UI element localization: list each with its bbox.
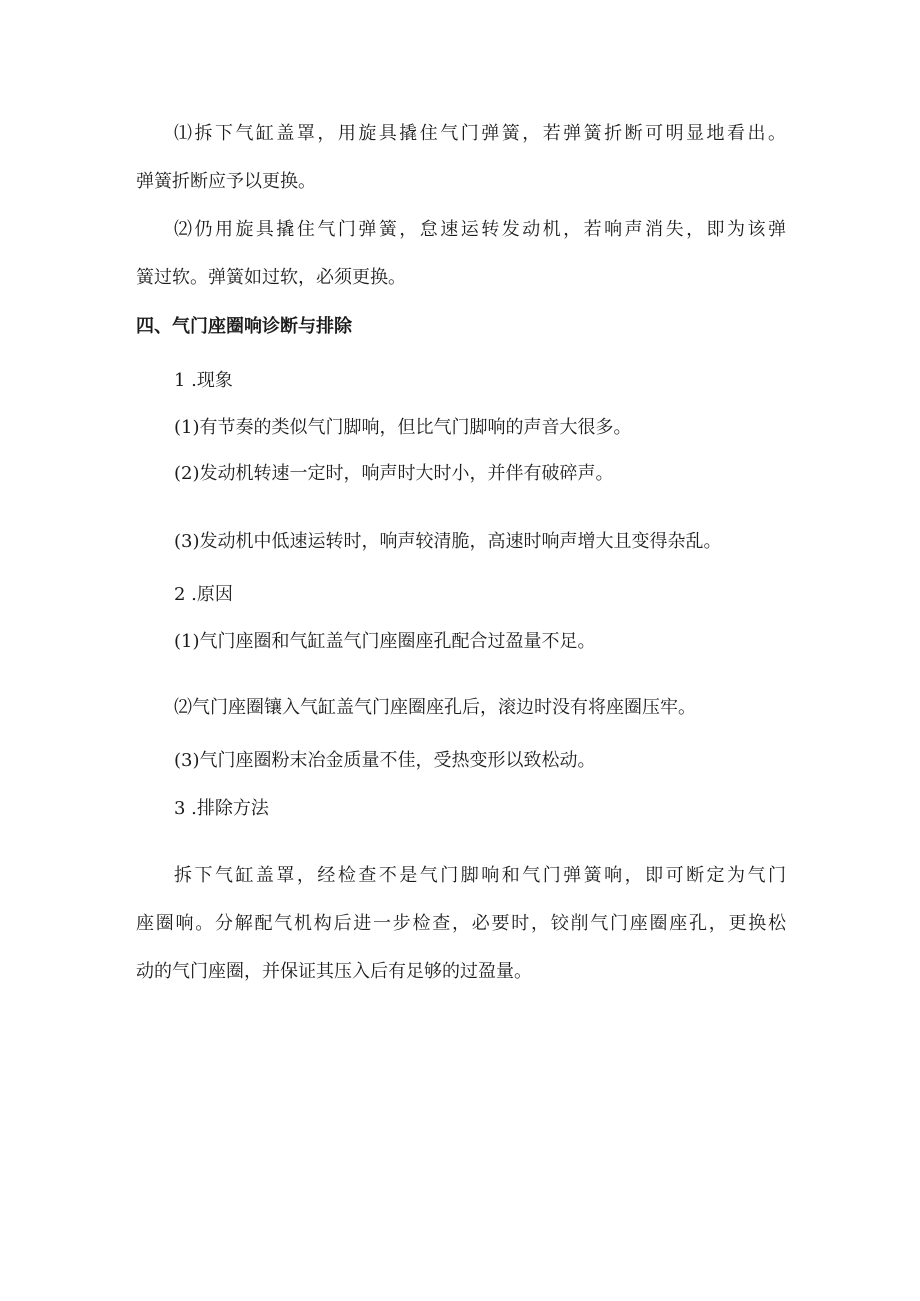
cause-item-1: (1)气门座圈和气缸盖气门座圈座孔配合过盈量不足。 (174, 631, 596, 652)
phenomenon-item-1: (1)有节奏的类似气门脚响，但比气门脚响的声音大很多。 (174, 417, 632, 438)
cause-item-3: (3)气门座圈粉末冶金质量不佳，受热变形以致松动。 (174, 750, 596, 771)
cause-title: 2 .原因 (174, 584, 233, 605)
remedy-line-3: 动的气门座圈，并保证其压入后有足够的过盈量。 (136, 961, 532, 982)
phenomenon-item-2: (2)发动机转速一定时，响声时大时小，并伴有破碎声。 (174, 463, 614, 484)
paragraph-2-line-1: ⑵仍用旋具撬住气门弹簧，怠速运转发动机，若响声消失，即为该弹 (174, 219, 786, 240)
paragraph-1-line-1: ⑴拆下气缸盖罩，用旋具撬住气门弹簧，若弹簧折断可明显地看出。 (174, 123, 786, 144)
phenomenon-title: 1 .现象 (174, 370, 233, 391)
remedy-title: 3 .排除方法 (174, 798, 269, 819)
paragraph-1-line-2: 弹簧折断应予以更换。 (136, 171, 316, 192)
phenomenon-item-3: (3)发动机中低速运转时，响声较清脆，高速时响声增大且变得杂乱。 (174, 531, 722, 552)
paragraph-2-line-2: 簧过软。弹簧如过软，必须更换。 (136, 267, 406, 288)
remedy-line-1: 拆下气缸盖罩，经检查不是气门脚响和气门弹簧响，即可断定为气门 (174, 865, 786, 886)
remedy-line-2: 座圈响。分解配气机构后进一步检查，必要时，铰削气门座圈座孔，更换松 (136, 913, 786, 934)
section-heading: 四、气门座圈响诊断与排除 (136, 316, 352, 337)
cause-item-2: ⑵气门座圈镶入气缸盖气门座圈座孔后，滚边时没有将座圈压牢。 (174, 697, 696, 718)
